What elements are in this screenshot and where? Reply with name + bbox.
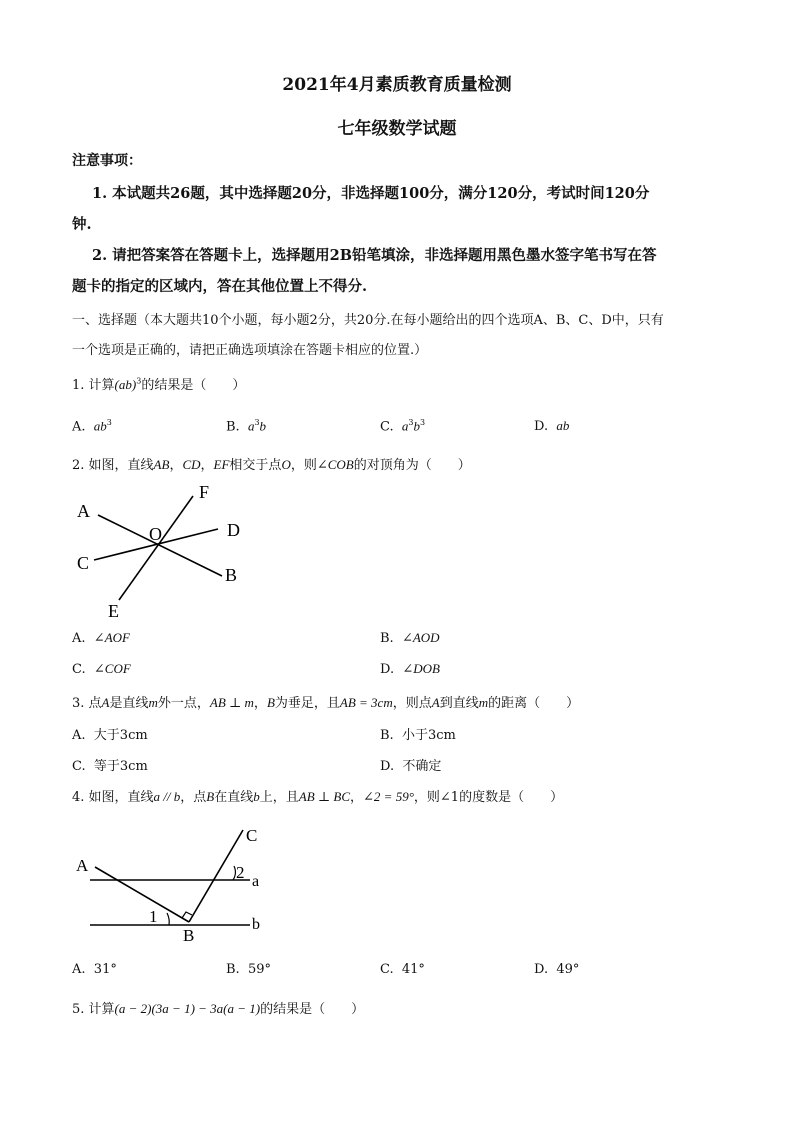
q2-option-a[interactable]	[72, 630, 130, 646]
q1-prefix: 1. 计算	[72, 378, 115, 393]
section-heading-line1: 一、选择题（本大题共10个小题，每小题2分，共20分.在每小题给出的四个选项A、B、C、D中，只有	[72, 313, 664, 328]
option-text: 等于3cm	[93, 759, 148, 774]
label-a-point: A	[76, 856, 89, 875]
option-text: 59°	[247, 962, 271, 977]
option-sup: 3	[106, 418, 112, 427]
q5-expression: (a − 2)(3a − 1) − 3a(a − 1)	[114, 1001, 261, 1016]
q3-math: m	[478, 695, 489, 710]
q2-text: 的对顶角为（ ）	[353, 458, 471, 473]
q2-option-d[interactable]	[380, 661, 440, 677]
option-text: 大于3cm	[93, 728, 148, 743]
q1-expression: (ab)	[114, 377, 137, 392]
q2-text: ，则	[290, 458, 317, 473]
label-e: E	[108, 601, 119, 621]
question-5	[72, 998, 364, 1017]
q4-text: 4. 如图，直线	[72, 790, 154, 805]
option-text: 31°	[93, 962, 117, 977]
q4-text: ，	[350, 790, 364, 805]
label-b: B	[225, 565, 238, 585]
notice-2-line1: 2. 请把答案答在答题卡上，选择题用2B铅笔填涂，非选择题用黑色墨水签字笔书写在答	[92, 247, 657, 264]
q4-option-a[interactable]	[72, 962, 117, 977]
q1-option-c[interactable]	[380, 418, 425, 434]
option-math: b	[413, 418, 420, 434]
question-1	[72, 374, 245, 393]
q3-text: 3. 点	[72, 696, 102, 711]
option-text: 41°	[401, 962, 425, 977]
label-angle-1: 1	[149, 907, 158, 926]
q1-option-a[interactable]	[72, 418, 112, 434]
q4-math: ∠2 = 59°	[363, 789, 414, 804]
notice-1-line2: 钟.	[72, 216, 92, 233]
q4-math: a // b	[153, 789, 181, 804]
option-text: 不确定	[402, 759, 442, 774]
q4-text: ，则∠1的度数是（ ）	[413, 790, 564, 805]
option-sup: 3	[419, 418, 426, 427]
line-ef	[119, 496, 193, 600]
option-text: ∠COF	[93, 661, 131, 676]
label-b-point: B	[183, 926, 195, 945]
option-label: C.	[72, 759, 86, 774]
label-c-point: C	[246, 826, 258, 845]
label-line-b: b	[252, 916, 260, 933]
label-angle-2: 2	[236, 863, 245, 882]
option-label: B.	[226, 962, 240, 977]
label-o: O	[149, 524, 162, 544]
section-heading-line2: 一个选项是正确的，请把正确选项填涂在答题卡相应的位置.）	[72, 343, 428, 358]
q2-text: 相交于点	[229, 458, 282, 473]
q5-suffix: 的结果是（ ）	[260, 1002, 365, 1017]
question-3	[72, 692, 579, 711]
q4-text: 在直线	[214, 790, 254, 805]
q4-math: AB ⊥ BC	[298, 789, 351, 804]
option-label: C.	[380, 419, 394, 435]
option-text: 49°	[556, 962, 580, 977]
option-math: b	[259, 418, 267, 434]
option-math: a	[401, 418, 409, 434]
question-2	[72, 454, 471, 473]
q3-math: A	[431, 695, 440, 710]
q2-math: CD	[182, 457, 201, 472]
option-label: B.	[380, 631, 394, 646]
q3-text: 外一点，	[157, 696, 210, 711]
q2-math: ∠COB	[316, 457, 354, 472]
q4-text: ，点	[180, 790, 207, 805]
option-label: A.	[72, 631, 86, 646]
notice-1-line1: 1. 本试题共26题，其中选择题20分，非选择题100分，满分120分，考试时间120分	[92, 185, 650, 202]
option-label: D.	[534, 419, 549, 434]
option-math: ab	[93, 418, 107, 434]
option-label: C.	[72, 662, 86, 677]
q4-option-b[interactable]	[226, 962, 271, 977]
option-text: 小于3cm	[401, 728, 456, 743]
q3-text: ，	[253, 696, 267, 711]
q1-suffix: 的结果是（ ）	[141, 378, 246, 393]
q3-option-d[interactable]	[380, 755, 441, 774]
q4-math: b	[253, 789, 260, 804]
q2-math: AB	[153, 457, 170, 472]
q3-text: ，则点	[392, 696, 432, 711]
q3-option-a[interactable]	[72, 724, 148, 743]
q2-option-b[interactable]	[380, 630, 440, 646]
q1-exponent: 3	[136, 376, 142, 386]
notice-2-line2: 题卡的指定的区域内，答在其他位置上不得分.	[72, 278, 368, 295]
question-4	[72, 786, 563, 805]
angle-1-arc	[167, 913, 169, 925]
q3-math: A	[101, 695, 110, 710]
q3-text: 的距离（ ）	[488, 696, 580, 711]
q3-option-b[interactable]	[380, 724, 456, 743]
q2-math: O	[281, 457, 291, 472]
q2-text: ，	[169, 458, 183, 473]
option-label: A.	[72, 728, 86, 743]
q3-math: B	[266, 695, 275, 710]
q4-figure	[72, 822, 272, 947]
option-text: ∠DOB	[402, 661, 440, 676]
option-text: ∠AOF	[93, 630, 130, 645]
option-label: A.	[72, 962, 86, 977]
q3-text: 是直线	[109, 696, 149, 711]
option-label: B.	[226, 419, 240, 435]
label-c: C	[77, 553, 90, 573]
q2-option-c[interactable]	[72, 661, 131, 677]
q2-figure	[72, 478, 252, 623]
option-label: C.	[380, 962, 394, 977]
right-angle-marker	[182, 912, 192, 918]
q2-math: EF	[213, 457, 230, 472]
q3-math: AB = 3cm	[339, 695, 393, 710]
option-text: ∠AOD	[401, 630, 440, 645]
option-sup: 3	[254, 418, 260, 427]
label-line-a: a	[252, 873, 260, 890]
exam-title: 2021年4月素质教育质量检测	[282, 75, 512, 95]
option-sup: 3	[408, 418, 414, 427]
label-a: A	[77, 501, 90, 521]
option-label: B.	[380, 728, 394, 743]
label-d: D	[227, 520, 240, 540]
q5-prefix: 5. 计算	[72, 1002, 115, 1017]
segment-ab	[95, 867, 189, 922]
exam-subtitle: 七年级数学试题	[337, 119, 457, 139]
q3-text: 到直线	[439, 696, 479, 711]
q2-text: ，	[200, 458, 214, 473]
option-math: a	[247, 418, 255, 434]
q1-option-d[interactable]	[534, 418, 569, 434]
option-math: ab	[556, 418, 570, 433]
q3-math: m	[148, 695, 158, 710]
q4-option-d[interactable]	[534, 962, 579, 977]
option-label: A.	[72, 419, 86, 435]
q1-option-b[interactable]	[226, 418, 266, 434]
option-label: D.	[380, 662, 395, 677]
option-label: D.	[380, 759, 395, 774]
q3-text: 为垂足，且	[274, 696, 340, 711]
q3-math: AB ⊥ m	[209, 695, 254, 710]
q3-option-c[interactable]	[72, 755, 148, 774]
q2-text: 2. 如图，直线	[72, 458, 154, 473]
notice-heading: 注意事项：	[72, 153, 142, 169]
option-label: D.	[534, 962, 549, 977]
q4-text: 上，且	[259, 790, 299, 805]
q4-option-c[interactable]	[380, 962, 425, 977]
label-f: F	[199, 482, 210, 502]
q4-math: B	[206, 789, 215, 804]
